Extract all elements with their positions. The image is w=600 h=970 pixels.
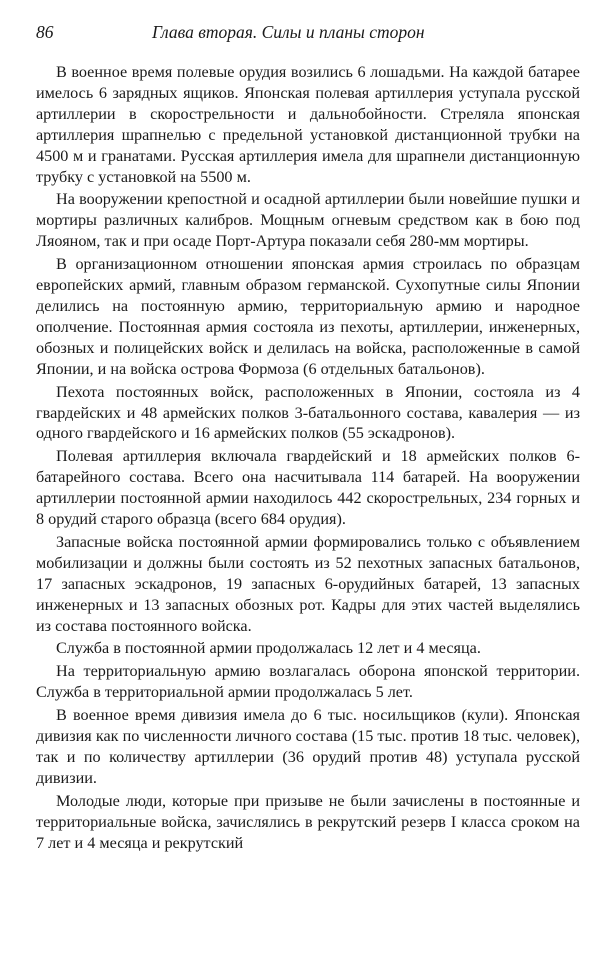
paragraph: Запасные войска постоянной армии формировались только с объявлением мобилизации и должны были состоять из 52 пехотных запасных батальонов, 17 запасных эскадронов, 19 запасных 6-орудийных батарей, 13 запасных инженерных и 13 запасных обозных рот. Кадры для этих частей выделялись из состава постоянного войска. [36,532,580,635]
paragraph: Служба в постоянной армии продолжалась 12 лет и 4 месяца. [56,639,481,658]
paragraph: Полевая артиллерия включала гвардейский и 18 армейских полков 6-батарейного состава. Всего она насчитывала 114 батарей. На вооружении артиллерии постоянной армии находилось 442 скорострельных, 234 горных и 8 орудий старого образца (всего 684 орудия). [36,447,580,529]
paragraph: Пехота постоянных войск, расположенных в Японии, состояла из 4 гвардейских и 48 армейских полков 3-батальонного состава, кавалерия — из одного гвардейского и 16 армейских полков (55 эскадронов). [36,382,580,443]
paragraph: Молодые люди, которые при призыве не были зачислены в постоянные и территориальные войска, зачислялись в рекрутский резерв I класса сроком на 7 лет и 4 месяца и рекрутский [36,791,580,852]
paragraph: На территориальную армию возлагалась оборона японской территории. Служба в территориальной армии продолжалась 5 лет. [36,662,580,702]
chapter-title: Глава вторая. Силы и планы сторон [152,22,425,42]
paragraph: На вооружении крепостной и осадной артиллерии были новейшие пушки и мортиры различных калибров. Мощным огневым средством как в бою под Ляояном, так и при осаде Порт-Артура показали себя 280-мм мортиры. [36,190,580,251]
running-head [36,20,564,44]
paragraph: В военное время дивизия имела до 6 тыс. носильщиков (кули). Японская дивизия как по численности личного состава (15 тыс. против 18 тыс. человек), так и по количеству артиллерии (36 орудий против 48) уступала русской дивизии. [36,706,580,787]
page-number: 86 [36,22,54,42]
body-text [36,62,580,856]
paragraph: В военное время полевые орудия возились 6 лошадьми. На каждой батарее имелось 6 зарядных ящиков. Японская полевая артиллерия уступала русской артиллерии в скорострельности и дальнобойности. Стреляла японская артиллерия шрапнелью с предельной установкой дистанционной трубки на 4500 м и гранатами. Русская артиллерия имела для шрапнели дистанционную трубку с установкой на 5500 м. [36,63,580,186]
paragraph: В организационном отношении японская армия строилась по образцам европейских армий, главным образом германской. Сухопутные силы Японии делились на постоянную армию, территориальную армию и народное ополчение. Постоянная армия состояла из пехоты, артиллерии, инженерных, обозных и полицейских войск и делилась на войска, расположенные в самой Японии, и на войска острова Формоза (6 отдельных батальонов). [36,255,580,378]
